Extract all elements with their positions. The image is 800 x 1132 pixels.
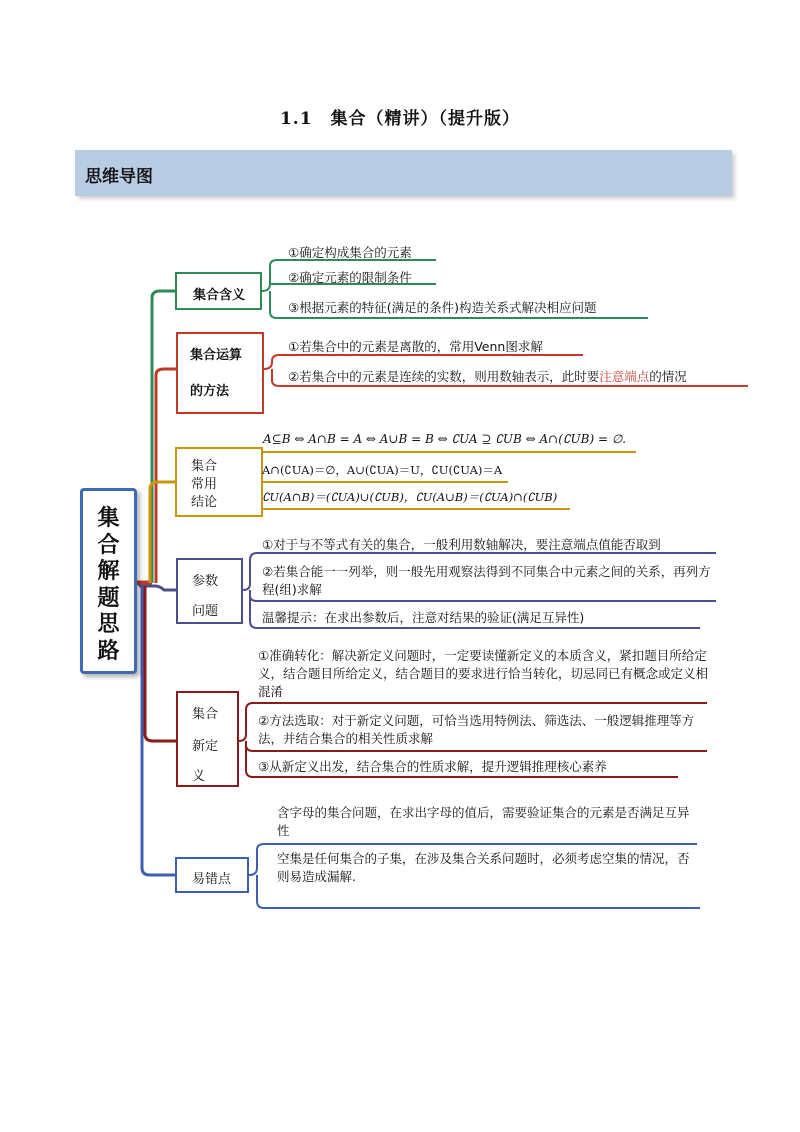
branch-parameters	[176, 558, 243, 624]
branch-new-definition-item: ③从新定义出发，结合集合的性质求解，提升逻辑推理核心素养	[258, 759, 607, 774]
branch-pitfalls-item: 含字母的集合问题，在求出字母的值后，需要验证集合的元素是否满足互异性	[277, 805, 690, 838]
branch-parameters-item: 温馨提示：在求出参数后，注意对结果的验证(满足互异性)	[262, 610, 585, 625]
branch-conclusions-item: A⊆B ⇔ A∩B = A ⇔ A∪B = B ⇔ ∁UA ⊇ ∁UB ⇔ A∩(∁UB) = ∅.	[263, 432, 627, 446]
branch-label: 义	[192, 769, 206, 784]
root-char: 路	[97, 637, 120, 664]
branch-conclusions-item: A∩(∁UA)＝∅，A∪(∁UA)＝U，∁U(∁UA)＝A	[262, 463, 503, 477]
branch-meaning	[175, 272, 262, 310]
branch-parameters-item: ①对于与不等式有关的集合，一般利用数轴解决，要注意端点值能否取到	[262, 537, 661, 552]
branch-conclusions	[175, 447, 263, 517]
branch-new-definition-item: ②方法选取：对于新定义问题，可恰当选用特例法、筛选法、一般逻辑推理等方法，并结合集合的相关性质求解	[258, 713, 695, 746]
branch-label: 集合	[192, 707, 219, 722]
highlight-text: 注意端点	[599, 369, 650, 384]
branch-meaning-item: ①确定构成集合的元素	[288, 245, 412, 260]
branch-meaning-item: ③根据元素的特征(满足的条件)构造关系式解决相应问题	[288, 300, 597, 315]
root-char: 集	[97, 505, 120, 531]
branch-pitfalls	[175, 857, 249, 893]
branch-label: 集合含义	[193, 288, 246, 303]
root-char: 题	[97, 584, 120, 611]
branch-new-definition-item: ①准确转化：解决新定义问题时，一定要读懂新定义的本质含义，紧扣题目所给定义，结合题目所给定义，结合题目的要求进行恰当转化，切忌同已有概念或定义相混淆	[258, 648, 709, 699]
branch-label: 易错点	[192, 872, 232, 887]
branch-label: 参数	[192, 574, 219, 589]
branch-conclusions-item: ∁U(A∩B)＝(∁UA)∪(∁UB)，∁U(A∪B)＝(∁UA)∩(∁UB)	[262, 490, 558, 504]
root-node	[80, 488, 137, 674]
branch-new-definition	[176, 691, 239, 787]
branch-meaning-item: ②确定元素的限制条件	[288, 270, 412, 285]
page-title: 1.1 集合（精讲）（提升版）	[279, 109, 521, 129]
section-banner-label: 思维导图	[85, 167, 153, 187]
branch-label: 结论	[191, 495, 218, 510]
item-text: 的情况	[649, 369, 687, 384]
branch-label: 常用	[191, 477, 218, 492]
branch-label: 的方法	[190, 384, 230, 399]
branch-operations	[176, 332, 264, 414]
root-char: 解	[97, 558, 120, 584]
branch-parameters-item: ②若集合能一一列举，则一般先用观察法得到不同集合中元素之间的关系，再列方程(组)求解	[262, 564, 711, 597]
branch-pitfalls-item: 空集是任何集合的子集，在涉及集合关系问题时，必须考虑空集的情况，否则易造成漏解.	[277, 851, 690, 884]
root-label	[83, 505, 134, 664]
root-char: 思	[97, 611, 120, 637]
branch-label: 集合运算	[190, 348, 243, 363]
branch-label: 问题	[192, 604, 219, 619]
branch-operations-item: ①若集合中的元素是离散的，常用Venn图求解	[288, 339, 543, 354]
item-text: ②若集合中的元素是连续的实数，则用数轴表示，此时要	[288, 369, 600, 384]
branch-label: 集合	[191, 459, 218, 474]
branch-operations-item	[288, 367, 687, 385]
branch-label: 新定	[192, 739, 219, 754]
root-char: 合	[97, 531, 120, 558]
